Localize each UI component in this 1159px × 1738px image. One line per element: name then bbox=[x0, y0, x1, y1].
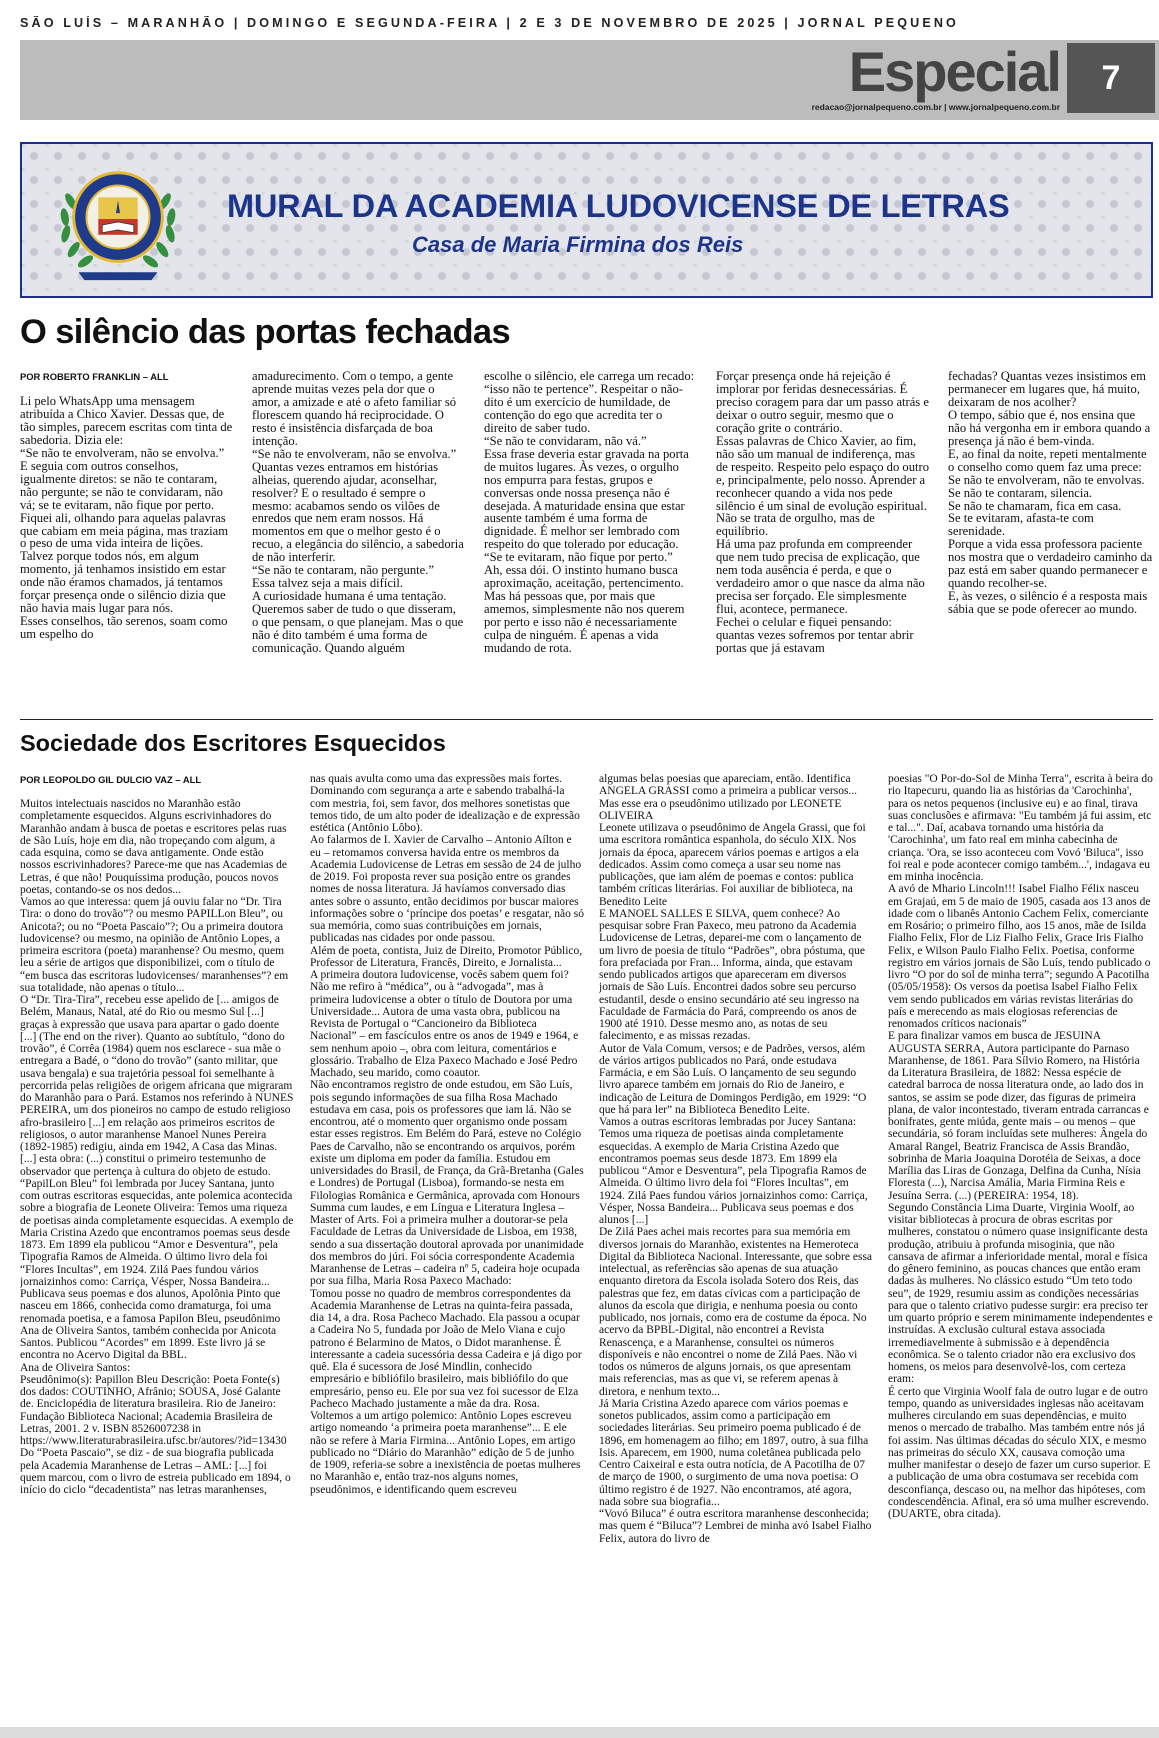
article-2-title: Sociedade dos Escritores Esquecidos bbox=[20, 730, 446, 756]
page-number: 7 bbox=[1067, 43, 1155, 113]
article-2-text-4: poesias "O Por-do-Sol de Minha Terra", escrita à beira do rio Itapecuru, quando lia as histórias da 'Carochinha', para os netos pequenos (inclusive eu) e ao final, tirava suas conclusões e afirmava: "Eu também já fui assim, etc e tal...". Daí, acabava tornando uma história da 'Carochinha', um fato real em minha cabecinha de criança. 'Ora, se isso aconteceu com Vovó 'Biluca'', isso foi real e pode acontecer comigo também...', indagava eu em minha inocência. A avó de Mhario Lincoln!!! Isabel Fialho Félix nasceu em Grajaú, em 5 de maio de 1905, casada aos 13 anos de idade com o libanês Antonio Cachem Felix, comerciante em Rosário; o primeiro filho, aos 15 anos, mãe de Isilda Fialho Felix, Flor de Liz Fialho Felix, Grace Iris Fialho Felix, e Wilson Paulo Fialho Felix. Poetisa, conforme registro em vários jornais de São Luís, tendo publicado o livro “O por do sol de minha terra”; segundo A Pacotilha (05/05/1958): Os versos da poetisa Isabel Fialho Felix vem sendo publicados em várias revistas literárias do país e merecendo as mais elogiosas referencias de renomados críticos nacionais” E para finalizar vamos em busca de JESUINA AUGUSTA SERRA, Autora participante do Parnaso Maranhense, de 1861. Para Sílvio Romero, na História da Literatura Brasileira, de 1882: Nessa espécie de catedral barroca de nossa literatura onde, ao lado dos in santos, se assim se pode dizer, das figuras de primeira plana, de valor incontestado, tiveram entrada carrancas e bonifrates, gente miúda, gente mais – ou menos – que secundária, só foram incluídas sete mulheres: Ângela do Amaral Rangel, Beatriz Francisca de Assis Brandão, sobrinha de Maria Joaquina Dorotéia de Seixas, a doce Marília das Liras de Gonzaga, Delfina da Cunha, Nísia Floresta (...), Narcisa Amália, Maria Firmina Reis e Jesuína Serra. (...) (PEREIRA: 1954, 18). Segundo Constância Lima Duarte, Virginia Woolf, ao visitar bibliotecas à procura de obras escritas por mulheres, constatou o número quase insignificante desta produção, atribuiu à profunda misoginia, que não cansava de afirmar a inferioridade mental, moral e física do gênero feminino, as poucas chances que então eram dadas às mulheres. No clássico estudo “Um teto todo seu”, de 1929, resumiu assim as condições necessárias para que o talento criativo pudesse surgir: era preciso ter um quarto próprio e serem minimamente independentes e instruídas. A exclusão cultural estava associada irremediavelmente à submissão e à dependência econômica. Se o talento criador não era exclusivo dos homens, os meios para desenvolvê-los, com certeza eram: É certo que Virginia Woolf fala de outro lugar e de outro tempo, quando as universidades inglesas não aceitavam mulheres circulando em suas dependências, e muito menos o mercado de trabalho. Mas também entre nós já foi assim. Nas últimas décadas do século XIX, e mesmo nas primeiras do século XX, causava comoção uma mulher manifestar o desejo de fazer um curso superior. E a publicação de uma obra costumava ser recebida com desconfiança, descaso ou, na melhor das hipóteses, com condescendência. Afinal, era só uma mulher escrevendo. (DUARTE, obra citada). bbox=[888, 773, 1153, 1520]
article-1-column-4 bbox=[716, 370, 929, 710]
page-bottom-edge bbox=[0, 1727, 1159, 1738]
article-2-text-3: algumas belas poesias que apareciam, então. Identifica ANGELA GRASSI como a primeira a publicar versos... Mas esse era o pseudônimo utilizado por LEONETE OLIVEIRA Leonete utilizava o pseudônimo de Angela Grassi, que foi uma escritora romântica espanhola, do século XIX. Nos jornais da época, aparecem vários poemas e artigos a ela dedicados. Assim como começa a usar seu nome nas publicações, que iam além de poemas e contos: publica também críticas literárias. Foi auxiliar de biblioteca, na Benedito Leite E MANOEL SALLES E SILVA, quem conhece? Ao pesquisar sobre Fran Paxeco, meu patrono da Academia Ludovicense de Letras, deparei-me com o lançamento de um livro de poesia de título “Padrões”, obra póstuma, que fora prefaciada por Fran... Informa, ainda, que estavam sendo publicados artigos que apareceram em diversos jornais de São Luís. Encontrei dados sobre seu percurso estudantil, desde o ensino secundário até seu ingresso na Faculdade de Farmácia do Pará, compreendo os anos de 1900 até 1910. Desse mesmo ano, as notas de seu falecimento, e as missas rezadas. Autor de Vala Comum, versos; e de Padrões, versos, além de vários artigos publicados no Pará, onde estudava Farmácia, e em São Luís. O lançamento de seu segundo livro aparece também em jornais do Rio de Janeiro, e indicação de Leitura de Domingos Perdigão, em 1929: “O que há para ler” na Biblioteca Benedito Leite. Vamos a outras escritoras lembradas por Jucey Santana: Temos uma riqueza de poetisas ainda completamente esquecidas. A exemplo de Maria Cristina Azedo que encontramos poemas seus desde 1873. Em 1899 ela publicou “Amor e Desventura”, pela Tipografia Ramos de Almeida. O último livro dela foi “Flores Incultas”, em 1924. Zilá Paes fundou vários jornaizinhos como: Carriça, Vésper, Nossa Bandeira... Publicava seus poemas e dos alunos [...] De Zilá Paes achei mais recortes para sua memória em diversos jornais do Maranhão, existentes na Hemeroteca Digital da Biblioteca Nacional. Interessante, que sobre essa intelectual, as referências são apenas de sua atuação enquanto diretora da Escola isolada Sotero dos Reis, das palestras que fez, em datas cívicas com a participação de alunos da escola que dirigia, e nenhuma poesia ou conto publicado, nos jornais, como era de costume da época. No acervo da BPBL-Digital, não encontrei a Revista Renascença, e a Maranhense, consultei os números disponíveis e não encontrei o nome de Zilá Paes. Não vi todos os números de alguns jornais, os que apresentam mais referencias, mas as que vi, se referem apenas à diretora, e nenhum texto... Já Maria Cristina Azedo aparece com vários poemas e sonetos publicados, assim como a participação em sociedades literárias. Seu primeiro poema publicado é de 1896, em homenagem ao filho; em 1897, outro, à sua filha Isis. Aparecem, em 1900, numa coletânea publicada pelo Centro Caixeiral e esta outra notícia, de A Pacotilha de 07 de março de 1900, o surgimento de uma nova poetisa: O último registro é de 1927. Não encontramos, até agora, nada sobre sua biografia... “Vovó Biluca” é outra escritora maranhense desconhecida; mas quem é “Biluca”? Lembrei de minha avó Isabel Fialho Felix, autora do livro de bbox=[599, 773, 873, 1545]
article-2-column-3 bbox=[599, 773, 873, 1713]
article-1-text-4: Forçar presença onde há rejeição é implorar por feridas desnecessárias. É preciso coragem para dar um passo atrás e deixar o outro seguir, mesmo que o coração grite o contrário. Essas palavras de Chico Xavier, ao fim, não são um manual de indiferença, mas de respeito. Respeito pelo espaço do outro e, principalmente, pelo nosso. Aprender a reconhecer quando a vida nos pede silêncio é um sinal de evolução espiritual. Não se trata de orgulho, mas de equilíbrio. Há uma paz profunda em compreender que nem tudo precisa de explicação, que nem toda ausência é perda, e que o verdadeiro amor o que nasce da alma não precisa ser forçado. Ele simplesmente flui, acontece, permanece. Fechei o celular e fiquei pensando: quantas vezes sofremos por tentar abrir portas que já estavam bbox=[716, 370, 929, 656]
contact-line: redacao@jornalpequeno.com.br | www.jornalpequeno.com.br bbox=[811, 102, 1060, 112]
article-2-column-1 bbox=[20, 774, 294, 1714]
section-title: Especial bbox=[848, 40, 1060, 103]
article-2-byline: POR LEOPOLDO GIL DULCIO VAZ – ALL bbox=[20, 774, 202, 785]
article-1-byline: POR ROBERTO FRANKLIN – ALL bbox=[20, 371, 169, 382]
article-1-text-2: amadurecimento. Com o tempo, a gente aprende muitas vezes pela dor que o amor, a amizade e até o afeto familiar só florescem quando há reciprocidade. O resto é insistência disfarçada de boa intenção. “Se não te envolveram, não se envolva.” Quantas vezes entramos em histórias alheias, querendo ajudar, aconselhar, resolver? E o resultado é sempre o mesmo: acabamos sendo os vilões de enredos que nem eram nossos. Há momentos em que o melhor gesto é o recuo, a elegância do silêncio, a sabedoria de não interferir. “Se não te contaram, não pergunte.” Essa talvez seja a mais difícil. A curiosidade humana é uma tentação. Queremos saber de tudo o que disseram, o que pensam, o que planejam. Mas o que não é dito também é uma forma de comunicação. Quando alguém bbox=[252, 370, 464, 656]
article-1-column-3 bbox=[484, 370, 697, 710]
article-1-column-1 bbox=[20, 371, 233, 711]
article-1-text-5: fechadas? Quantas vezes insistimos em permanecer em lugares que, há muito, deixaram de nos acolher? O tempo, sábio que é, nos ensina que não há vergonha em ir embora quando a presença já não é bem-vinda. E, ao final da noite, repeti mentalmente o conselho como quem faz uma prece: Se não te envolveram, não te envolvas. Se não te contaram, silencia. Se não te chamaram, fica em casa. Se te evitaram, afasta-te com serenidade. Porque a vida essa professora paciente nos mostra que o verdadeiro caminho da paz está em saber quando permanecer e quando recolher-se. E, às vezes, o silêncio é a resposta mais sábia que se pode oferecer ao mundo. bbox=[948, 370, 1153, 617]
article-1-text-1: Li pelo WhatsApp uma mensagem atribuída a Chico Xavier. Dessas que, de tão simples, parecem escritas com tinta de sabedoria. Dizia ele: “Se não te envolveram, não se envolva.” E seguia com outros conselhos, igualmente diretos: se não te contaram, não pergunte; se não te convidaram, não vá; se te evitaram, não fique por perto. Fiquei ali, olhando para aquelas palavras que cabiam em meia página, mas traziam o peso de uma vida inteira de lições. Talvez porque todos nós, em algum momento, já tenhamos insistido em estar onde não éramos chamados, já tentamos forçar presença onde o silêncio dizia que não havia mais lugar para nós. Esses conselhos, tão serenos, soam como um espelho do bbox=[20, 394, 233, 642]
banner-title: MURAL DA ACADEMIA LUDOVICENSE DE LETRAS bbox=[227, 188, 1010, 224]
article-1-column-2 bbox=[252, 370, 465, 710]
article-2-text-1: Muitos intelectuais nascidos no Maranhão estão completamente esquecidos. Alguns escrivinhadores do Maranhão andam à busca de poetas e escritores pelas ruas de São Luís, hoje em dia, não tropeçando com algum, a cada esquina, como se dava antigamente. Onde estão nossos escrivinhadores? Parece-me que nas Academias de Letras, é que não! Pouquíssima produção, poucos novos poetas, contando-se os nos dedos... Vamos ao que interessa: quem já ouviu falar no “Dr. Tira Tira: o dono do trovão”? ou mesmo PAPILLon Bleu”, ou Anicota?; ou no “Poeta Pascaio”?; Ou a primeira doutora ludovicense? ou mesmo, na opinião de Antônio Lopes, a primeira escritora (poeta) maranhense? Ou mesmo, quem leu a série de artigos que disponibilizei, com o título de “em busca das escritoras ludovicenses/ maranhenses”? em sua totalidade, não apenas o título... O “Dr. Tira-Tira”, recebeu esse apelido de [... amigos de Belém, Manaus, Natal, até do Rio ou mesmo Sul [...] graças à expressão que usava para apartar o gado doente [...] (The end on the river). Quanto ao subtítulo, “dono do trovão”, é Corrêa (1984) quem nos esclarece - sua mãe o entregara a Badé, o “dono do trovão” (santo militar, que usava bengala) e sua trajetória pessoal foi semelhante à percorrida pelas religiões de origem africana que migraram do Maranhão para o Pará. Estamos nos referindo à NUNES PEREIRA, um dos pioneiros no campo de estudo religioso afro-brasileiro [...] em relação aos primeiros escritos de religiosos, o autor maranhense Manoel Nunes Pereira (1892-1985) redigiu, ainda em 1942, A Casa das Minas. [...] esta obra: (...) constitui o primeiro testemunho de observador que pertença à cultura do objeto de estudo. “PapilLon Bleu” foi lembrada por Jucey Santana, junto com outras escritoras esquecidas, ante polemica acontecida sobre a biografia de Leonete Oliveira: Temos uma riqueza de poetisas ainda completamente esquecidas. A exemplo de Maria Cristina Azedo que encontramos poemas seus desde 1873. Em 1899 ela publicou “Amor e Desventura”, pela Tipografia Ramos de Almeida. O último livro dela foi “Flores Incultas”, em 1924. Zilá Paes fundou vários jornaizinhos como: Carriça, Vésper, Nossa Bandeira... Publicava seus poemas e dos alunos, Apolônia Pinto que nasceu em 1866, conhecida como dramaturga, foi uma renomada poetisa, e a famosa Papilon Bleu, pseudônimo Ana de Oliveira Santos, também conhecida por Anicota Santos. Publicou “Acordes” em 1899. Este livro já se encontra no Acervo Digital da BBL. Ana de Oliveira Santos: Pseudônimo(s): Papillon Bleu Descrição: Poeta Fonte(s) dos dados: COUTINHO, Afrânio; SOUSA, José Galante de. Enciclopédia de literatura brasileira. Rio de Janeiro: Fundação Biblioteca Nacional; Academia Brasileira de Letras, 2001. 2 v. ISBN 8526007238 in https://www.literaturabrasileira.ufsc.br/autores/?id=13430 Do “Poeta Pascaio”, se diz - de sua biografia publicada pela Academia Maranhense de Letras – AML: [...] foi quem marcou, com o livro de estreia publicado em 1894, o início do ciclo “decadentista” nas letras maranhenses, bbox=[20, 798, 294, 1496]
academy-banner bbox=[20, 142, 1153, 298]
banner-subtitle: Casa de Maria Firmina dos Reis bbox=[412, 232, 744, 257]
article-2-text-2: nas quais avulta como uma das expressões mais fortes. Dominando com segurança a arte e sabendo trabalhá-la com mestria, foi, sem favor, dos melhores sonetistas que temos tido, de um alto poder de idealização e de expressão estética (Antônio Lôbo). Ao falarmos de I. Xavier de Carvalho – Antonio Aílton e eu – retomamos conversa havida entre os membros da Academia Ludovicense de Letras em sessão de 24 de julho de 2019. Foi proposta rever sua posição entre os grandes nomes de nossa literatura. Já havíamos conversado dias antes sobre o assunto, então decidimos por buscar maiores informações sobre o ‘príncipe dos poetas’ e resgatar, não só sua memória, como suas contribuições em jornais, publicadas nas cidades por onde passou. Além de poeta, contista, Juiz de Direito, Promotor Público, Professor de Literatura, Francês, Direito, e Jornalista... A primeira doutora ludovicense, vocês sabem quem foi? Não me refiro à “médica”, ou à “advogada”, mas à primeira ludovicense a obter o título de Doutora por uma Universidade... Autora de uma vasta obra, publicou na Revista de Portugal o “Cancioneiro da Biblioteca Nacional” – em fascículos entre os anos de 1949 e 1964, e sem nenhum apoio –, obra com leitura, comentários e glossário. Trabalho de Elza Paxeco Machado e José Pedro Machado, seu marido, como coautor. Não encontramos registro de onde estudou, em São Luís, pois segundo informações de sua filha Rosa Machado estudava em casa, pois os professores que iam lá. Não se encontrou, até o momento quer organismo onde possam estar esses registros. Em Belém do Pará, esteve no Colégio Paes de Carvalho, não se encontrando os arquivos, porém existe um diploma em poder da família. Estudou em universidades do Brasil, de França, da Grã-Bretanha (Gales e Londres) de Portugal (Lisboa), formando-se nesta em Filologias Românica e Germânica, aprovada com Honours Summa cum laudes, e em Língua e Literatura Inglesa – Master of Arts. Foi a primeira mulher a doutorar-se pela Faculdade de Letras da Universidade de Lisboa, em 1938, sendo a sua dissertação doutoral aprovada por unanimidade dos membros do júri. Foi sócia correspondente Academia Maranhense de Letras – cadeira nº 5, cadeira hoje ocupada por sua filha, Maria Rosa Paxeco Machado: Tomou posse no quadro de membros correspondentes da Academia Maranhense de Letras na quinta-feira passada, dia 14, a dra. Rosa Pacheco Machado. Ela passou a ocupar a Cadeira No 5, fundada por João de Melo Viana e cujo patrono é Belarmino de Matos, o Didot maranhense. É interessante a cadeia sucessória dessa Cadeira e já digo por quê. Ela é sucessora de José Mindlin, conhecido empresário e bibliófilo brasileiro, mais bibliófilo do que empresário, penso eu. Ele por sua vez foi sucessor de Elza Pacheco Machado justamente a mãe da dra. Rosa. Voltemos a um artigo polemico: Antônio Lopes escreveu artigo nomeando ‘a primeira poeta maranhense”... E ele não se refere à Maria Firmina... Antônio Lopes, em artigo publicado no “Diário do Maranhão” edição de 5 de junho de 1909, referia-se sobre a inexistência de poetas mulheres no Maranhão e, então traz-nos alguns nomes, pseudônimos, e identificando quem escreveu bbox=[310, 773, 584, 1496]
academy-seal-icon bbox=[49, 154, 187, 286]
masthead-topline: SÃO LUÍS – MARANHÃO | DOMINGO E SEGUNDA-FEIRA | 2 E 3 DE NOVEMBRO DE 2025 | JORNAL PEQUENO bbox=[20, 16, 959, 30]
article-1-text-3: escolhe o silêncio, ele carrega um recado: “isso não te pertence”. Respeitar o não-dito é um exercício de humildade, de contenção do ego que acredita ter o direito de saber tudo. “Se não te convidaram, não vá.” Essa frase deveria estar gravada na porta de muitos lugares. Às vezes, o orgulho nos empurra para festas, grupos e conversas onde nossa presença não é desejada. A maturidade ensina que estar ausente também é uma forma de dignidade. É melhor ser lembrado com respeito do que tolerado por educação. “Se te evitaram, não fique por perto.” Ah, essa dói. O instinto humano busca aproximação, aceitação, pertencimento. Mas há pessoas que, por mais que amemos, simplesmente não nos querem por perto e isso não é necessariamente culpa de ninguém. É apenas a vida mudando de rota. bbox=[484, 370, 695, 656]
article-2-column-2 bbox=[310, 773, 584, 1713]
section-divider bbox=[20, 719, 1153, 720]
article-2-column-4 bbox=[888, 773, 1153, 1713]
article-1-title: O silêncio das portas fechadas bbox=[20, 313, 511, 351]
article-1-column-5 bbox=[948, 370, 1153, 710]
